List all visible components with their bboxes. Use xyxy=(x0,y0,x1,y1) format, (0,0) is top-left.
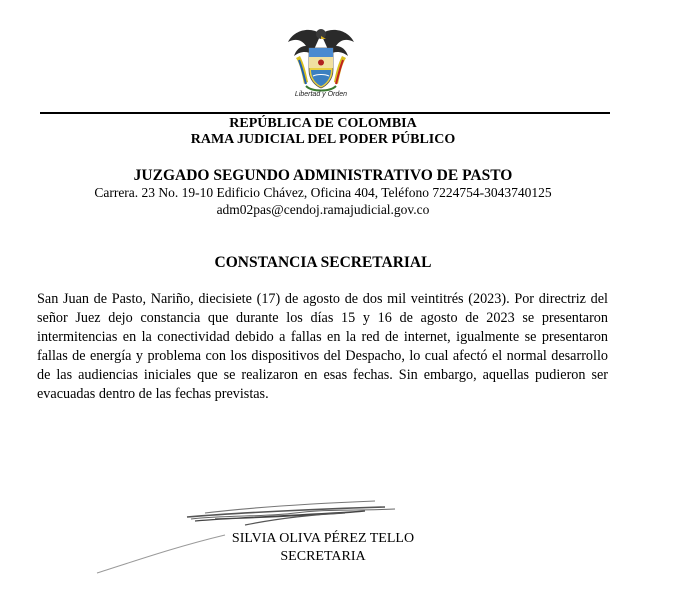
signer-block xyxy=(0,530,646,566)
header-country: REPÚBLICA DE COLOMBIA xyxy=(229,116,417,131)
court-name: JUZGADO SEGUNDO ADMINISTRATIVO DE PASTO xyxy=(133,167,513,184)
emblem-motto: Libertad y Orden xyxy=(294,91,348,98)
document-title: CONSTANCIA SECRETARIAL xyxy=(214,254,432,271)
signer-role: SECRETARIA xyxy=(280,549,366,564)
signer-name: SILVIA OLIVA PÉREZ TELLO xyxy=(231,531,415,546)
header-branch: RAMA JUDICIAL DEL PODER PÚBLICO xyxy=(190,132,456,147)
court-address: Carrera. 23 No. 19-10 Edificio Chávez, Oficina 404, Teléfono 7224754-3043740125 xyxy=(94,185,552,200)
header-divider xyxy=(40,112,610,114)
court-email: adm02pas@cendoj.ramajudicial.gov.co xyxy=(216,202,430,217)
document-body: San Juan de Pasto, Nariño, diecisiete (17) de agosto de dos mil veintitrés (2023). Por directriz del señor Juez dejo constancia que durante los días 15 y 16 de agosto de 2023 se presentaron intermitencias en la conectividad debido a fallas en la red de internet, igualmente se presentaron fallas de energía y problema con los dispositivos del Despacho, lo cual afectó el normal desarrollo de las audiencias iniciales que se realizaron en esas fechas. Sin embargo, aquellas pudieron ser evacuadas dentro de las fechas previstas. xyxy=(37,291,608,402)
